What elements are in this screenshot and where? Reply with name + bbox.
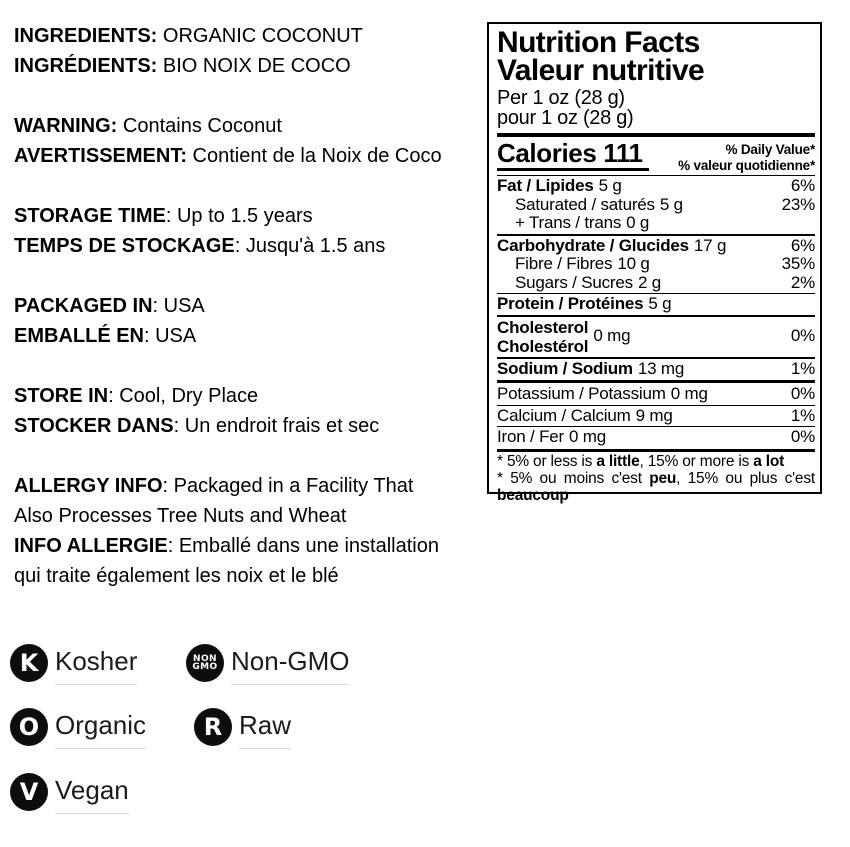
info-group [14,381,484,441]
info-line: STOCKER DANS: Un endroit frais et sec [14,415,380,437]
serving-size-fr: pour 1 oz (28 g) [497,107,634,129]
nutrition-row: + Trans / trans 0 g [515,213,650,232]
info-line: STORAGE TIME: Up to 1.5 years [14,205,313,227]
organic-icon: O [10,708,48,746]
daily-value-header [678,140,815,174]
info-line: WARNING: Contains Coconut [14,115,282,137]
calories-row [497,140,815,174]
info-line: PACKAGED IN: USA [14,295,205,317]
daily-value-en: % Daily Value* [725,142,815,157]
raw-icon: R [194,708,232,746]
footnote-fr: * 5% ou moins c'est peu, 15% ou plus c'est beaucoup [497,470,815,504]
nutrition-title-fr: Valeur nutritive [497,54,705,87]
badge-label: Non-GMO [231,648,349,685]
nutrition-row: Protein / Protéines 5 g [497,294,672,313]
badge-label: Raw [239,712,291,749]
nutrition-row: Fibre / Fibres 10 g 35% [515,254,815,273]
nutrition-title-en: Nutrition Facts [497,26,700,59]
nutrition-row: Carbohydrate / Glucides 17 g 6% [497,235,815,255]
info-line: AVERTISSEMENT: Contient de la Noix de Coco [14,145,442,167]
footnote-en: * 5% or less is a little, 15% or more is a lot [497,452,785,470]
info-group [14,111,484,171]
badge-raw [194,708,291,749]
info-line: EMBALLÉ EN: USA [14,325,197,347]
badge-label: Vegan [55,777,129,814]
badge-organic [10,708,146,749]
info-group [14,201,484,261]
badge-kosher [10,644,137,685]
daily-value-fr: % valeur quotidienne* [678,158,815,173]
info-group [14,471,484,591]
info-line: TEMPS DE STOCKAGE: Jusqu'à 1.5 ans [14,235,386,257]
nutrition-row: Iron / Fer 0 mg 0% [497,427,815,446]
nutrition-rows [497,177,815,452]
nutrition-row: Saturated / saturés 5 g 23% [515,194,815,214]
divider [497,380,815,383]
info-line: INFO ALLERGIE: Emballé dans une installation [14,535,439,557]
nutrition-facts-panel [487,22,822,504]
info-group [14,21,484,81]
info-line: STORE IN: Cool, Dry Place [14,385,259,407]
nutrition-row: Fat / Lipides 5 g 6% [497,176,815,195]
info-line: INGRÉDIENTS: BIO NOIX DE COCO [14,55,351,77]
divider [497,315,815,317]
thick-divider [497,133,815,137]
kosher-icon: K [10,644,48,682]
info-line: INGREDIENTS: ORGANIC COCONUT [14,25,363,47]
badge-vegan [10,773,129,814]
product-info-text [14,21,484,621]
info-group [14,291,484,351]
vegan-icon: V [10,773,48,811]
nutrition-row: Cholesterol Cholestérol 0 mg 0% [497,317,815,356]
nutrition-row: Potassium / Potassium 0 mg 0% [497,384,815,403]
non-gmo-icon: NON GMO [186,644,224,682]
info-line: Also Processes Tree Nuts and Wheat [14,505,347,527]
info-line: qui traite également les noix et le blé [14,565,339,587]
nutrition-row: Sodium / Sodium 13 mg 1% [497,358,815,378]
divider [497,449,815,452]
badge-non-gmo [186,644,349,685]
badge-label: Kosher [55,648,137,685]
serving-size-en: Per 1 oz (28 g) [497,87,625,109]
nutrition-row: Calcium / Calcium 9 mg 1% [497,405,815,425]
badge-label: Organic [55,712,146,749]
nutrition-row: Sugars / Sucres 2 g 2% [515,272,815,292]
info-line: ALLERGY INFO: Packaged in a Facility That [14,475,414,497]
calories-value: Calories 111 [497,140,649,171]
